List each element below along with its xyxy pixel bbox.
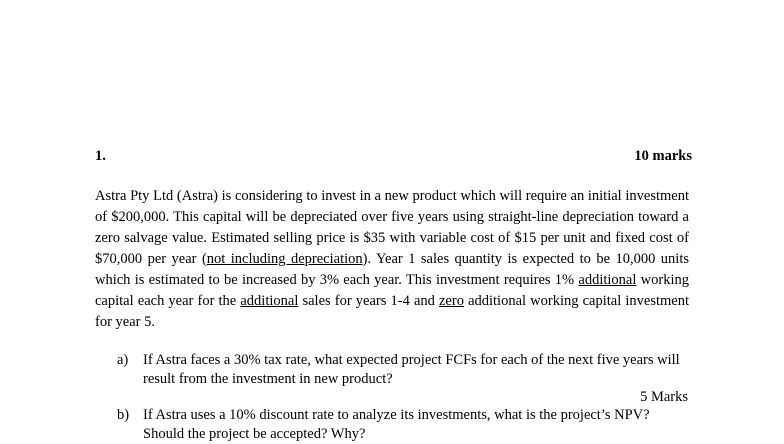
underlined-phrase: not including depreciation xyxy=(206,251,363,267)
paragraph-text: additional working capital investment for year 5. xyxy=(95,293,689,330)
sub-question-a-marks: 5 Marks xyxy=(640,389,688,405)
paragraph-text: working capital each year for the xyxy=(95,272,689,309)
underlined-phrase: zero xyxy=(439,293,464,309)
question-paragraph xyxy=(95,186,689,333)
sub-question-letter: a) xyxy=(117,352,129,368)
question-header xyxy=(95,148,692,168)
question-number: 1. xyxy=(95,148,106,164)
sub-question-b xyxy=(117,406,692,444)
sub-question-text: If Astra faces a 30% tax rate, what expected project FCFs for each of the next five years will result from the investment in new product? xyxy=(143,352,680,387)
paragraph-text: Astra Pty Ltd (Astra) is considering to invest in a new product which will require an initial investment of $200,000. This capital will be depreciated over five years using straight-line depreciation toward a zero salvage value. Estimated selling price is $35 with variable cost of $15 per unit and fixed cost of $70,000 per year ( xyxy=(95,188,689,267)
underlined-phrase: additional xyxy=(578,272,637,288)
sub-question-letter: b) xyxy=(117,407,130,423)
sub-question-a xyxy=(117,351,692,389)
underlined-phrase: additional xyxy=(240,293,299,309)
sub-question-text: If Astra uses a 10% discount rate to analyze its investments, what is the project’s NPV? Should the project be accepted? Why? xyxy=(143,407,650,442)
paragraph-text: ). Year 1 sales quantity is expected to be 10,000 units which is estimated to be increased by 3% each year. This investment requires 1% xyxy=(95,251,690,288)
paragraph-text: sales for years 1-4 and xyxy=(298,293,439,309)
question-total-marks: 10 marks xyxy=(634,148,692,164)
